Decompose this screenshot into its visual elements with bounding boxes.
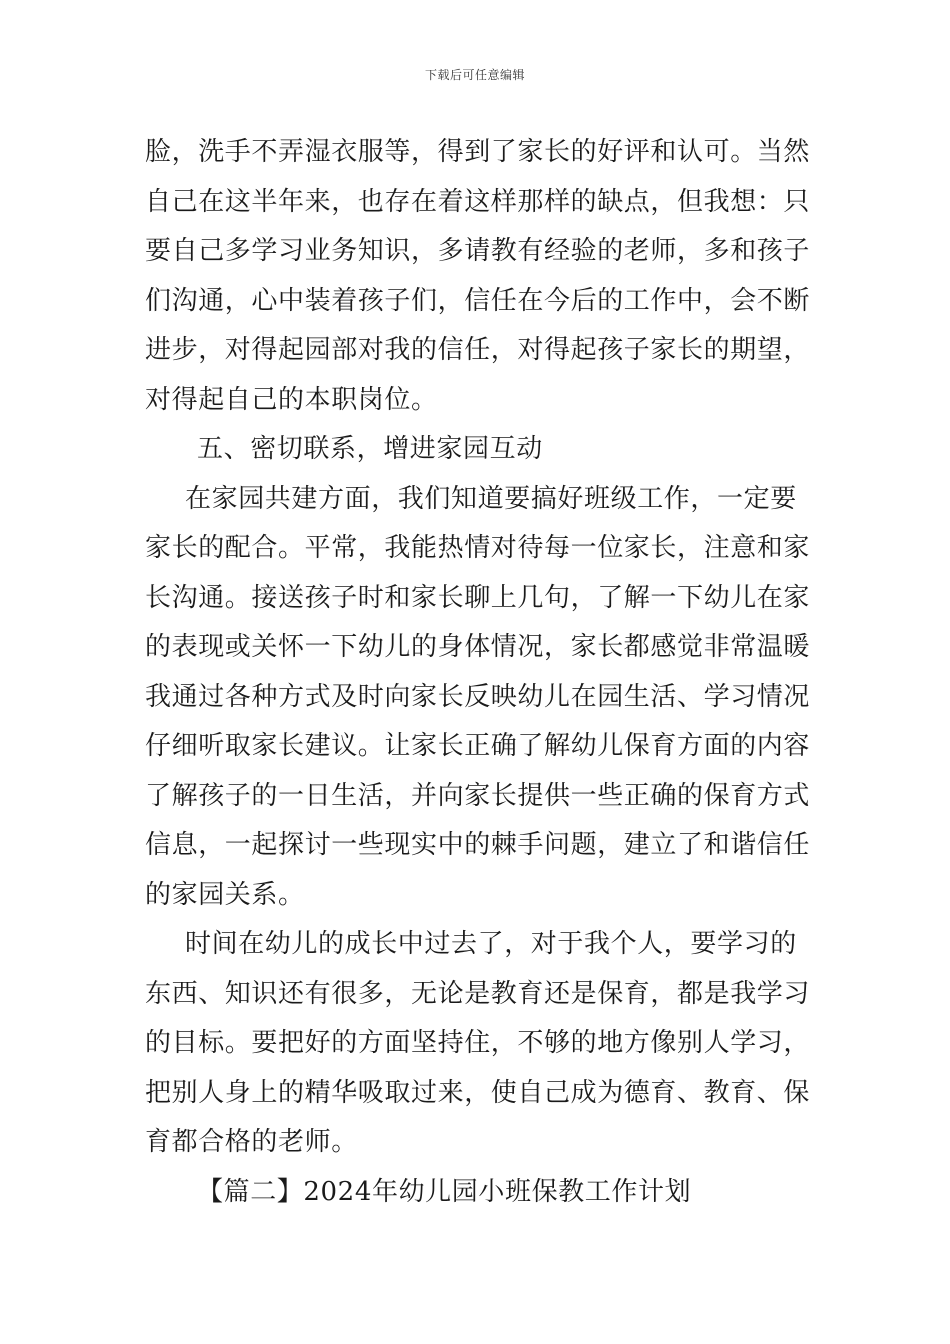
text-line: 了解孩子的一日生活，并向家长提供一些正确的保育方式 bbox=[145, 780, 811, 811]
header-note: 下载后可任意编辑 bbox=[424, 68, 525, 82]
section-title: 【篇二】2024年幼儿园小班保教工作计划 bbox=[197, 1176, 692, 1207]
text-line: 我通过各种方式及时向家长反映幼儿在园生活、学习情况 bbox=[145, 681, 811, 712]
text-line: 的目标。要把好的方面坚持住，不够的地方像别人学习， bbox=[145, 1028, 811, 1058]
text-line: 要自己多学习业务知识，多请教有经验的老师，多和孩子 bbox=[145, 236, 811, 266]
text-line: 进步，对得起园部对我的信任，对得起孩子家长的期望， bbox=[145, 335, 811, 365]
text-line: 长沟通。接送孩子时和家长聊上几句，了解一下幼儿在家 bbox=[145, 582, 811, 613]
text-line: 家长的配合。平常，我能热情对待每一位家长，注意和家 bbox=[145, 533, 811, 563]
text-line: 把别人身上的精华吸取过来，使自己成为德育、教育、保 bbox=[145, 1077, 811, 1108]
text-line: 信息，一起探讨一些现实中的棘手问题，建立了和谐信任 bbox=[145, 830, 811, 860]
body-text bbox=[145, 128, 811, 1217]
text-line: 自己在这半年来，也存在着这样那样的缺点，但我想：只 bbox=[145, 186, 811, 217]
section-heading: 五、密切联系，增进家园互动 bbox=[197, 434, 543, 464]
text-line: 的表现或关怀一下幼儿的身体情况，家长都感觉非常温暖 bbox=[145, 632, 811, 662]
text-line: 对得起自己的本职岗位。 bbox=[145, 384, 438, 415]
text-line: 脸，洗手不弄湿衣服等，得到了家长的好评和认可。当然 bbox=[145, 137, 811, 167]
text-line: 仔细听取家长建议。让家长正确了解幼儿保育方面的内容 bbox=[145, 731, 811, 761]
paragraph-first-line: 在家园共建方面，我们知道要搞好班级工作，一定要 bbox=[185, 483, 797, 514]
text-line: 们沟通，心中装着孩子们，信任在今后的工作中，会不断 bbox=[145, 285, 811, 316]
paragraph-first-line: 时间在幼儿的成长中过去了，对于我个人，要学习的 bbox=[185, 929, 797, 959]
text-line: 的家园关系。 bbox=[145, 879, 305, 910]
text-line: 育都合格的老师。 bbox=[145, 1127, 358, 1157]
text-line: 东西、知识还有很多，无论是教育还是保育，都是我学习 bbox=[145, 978, 811, 1009]
